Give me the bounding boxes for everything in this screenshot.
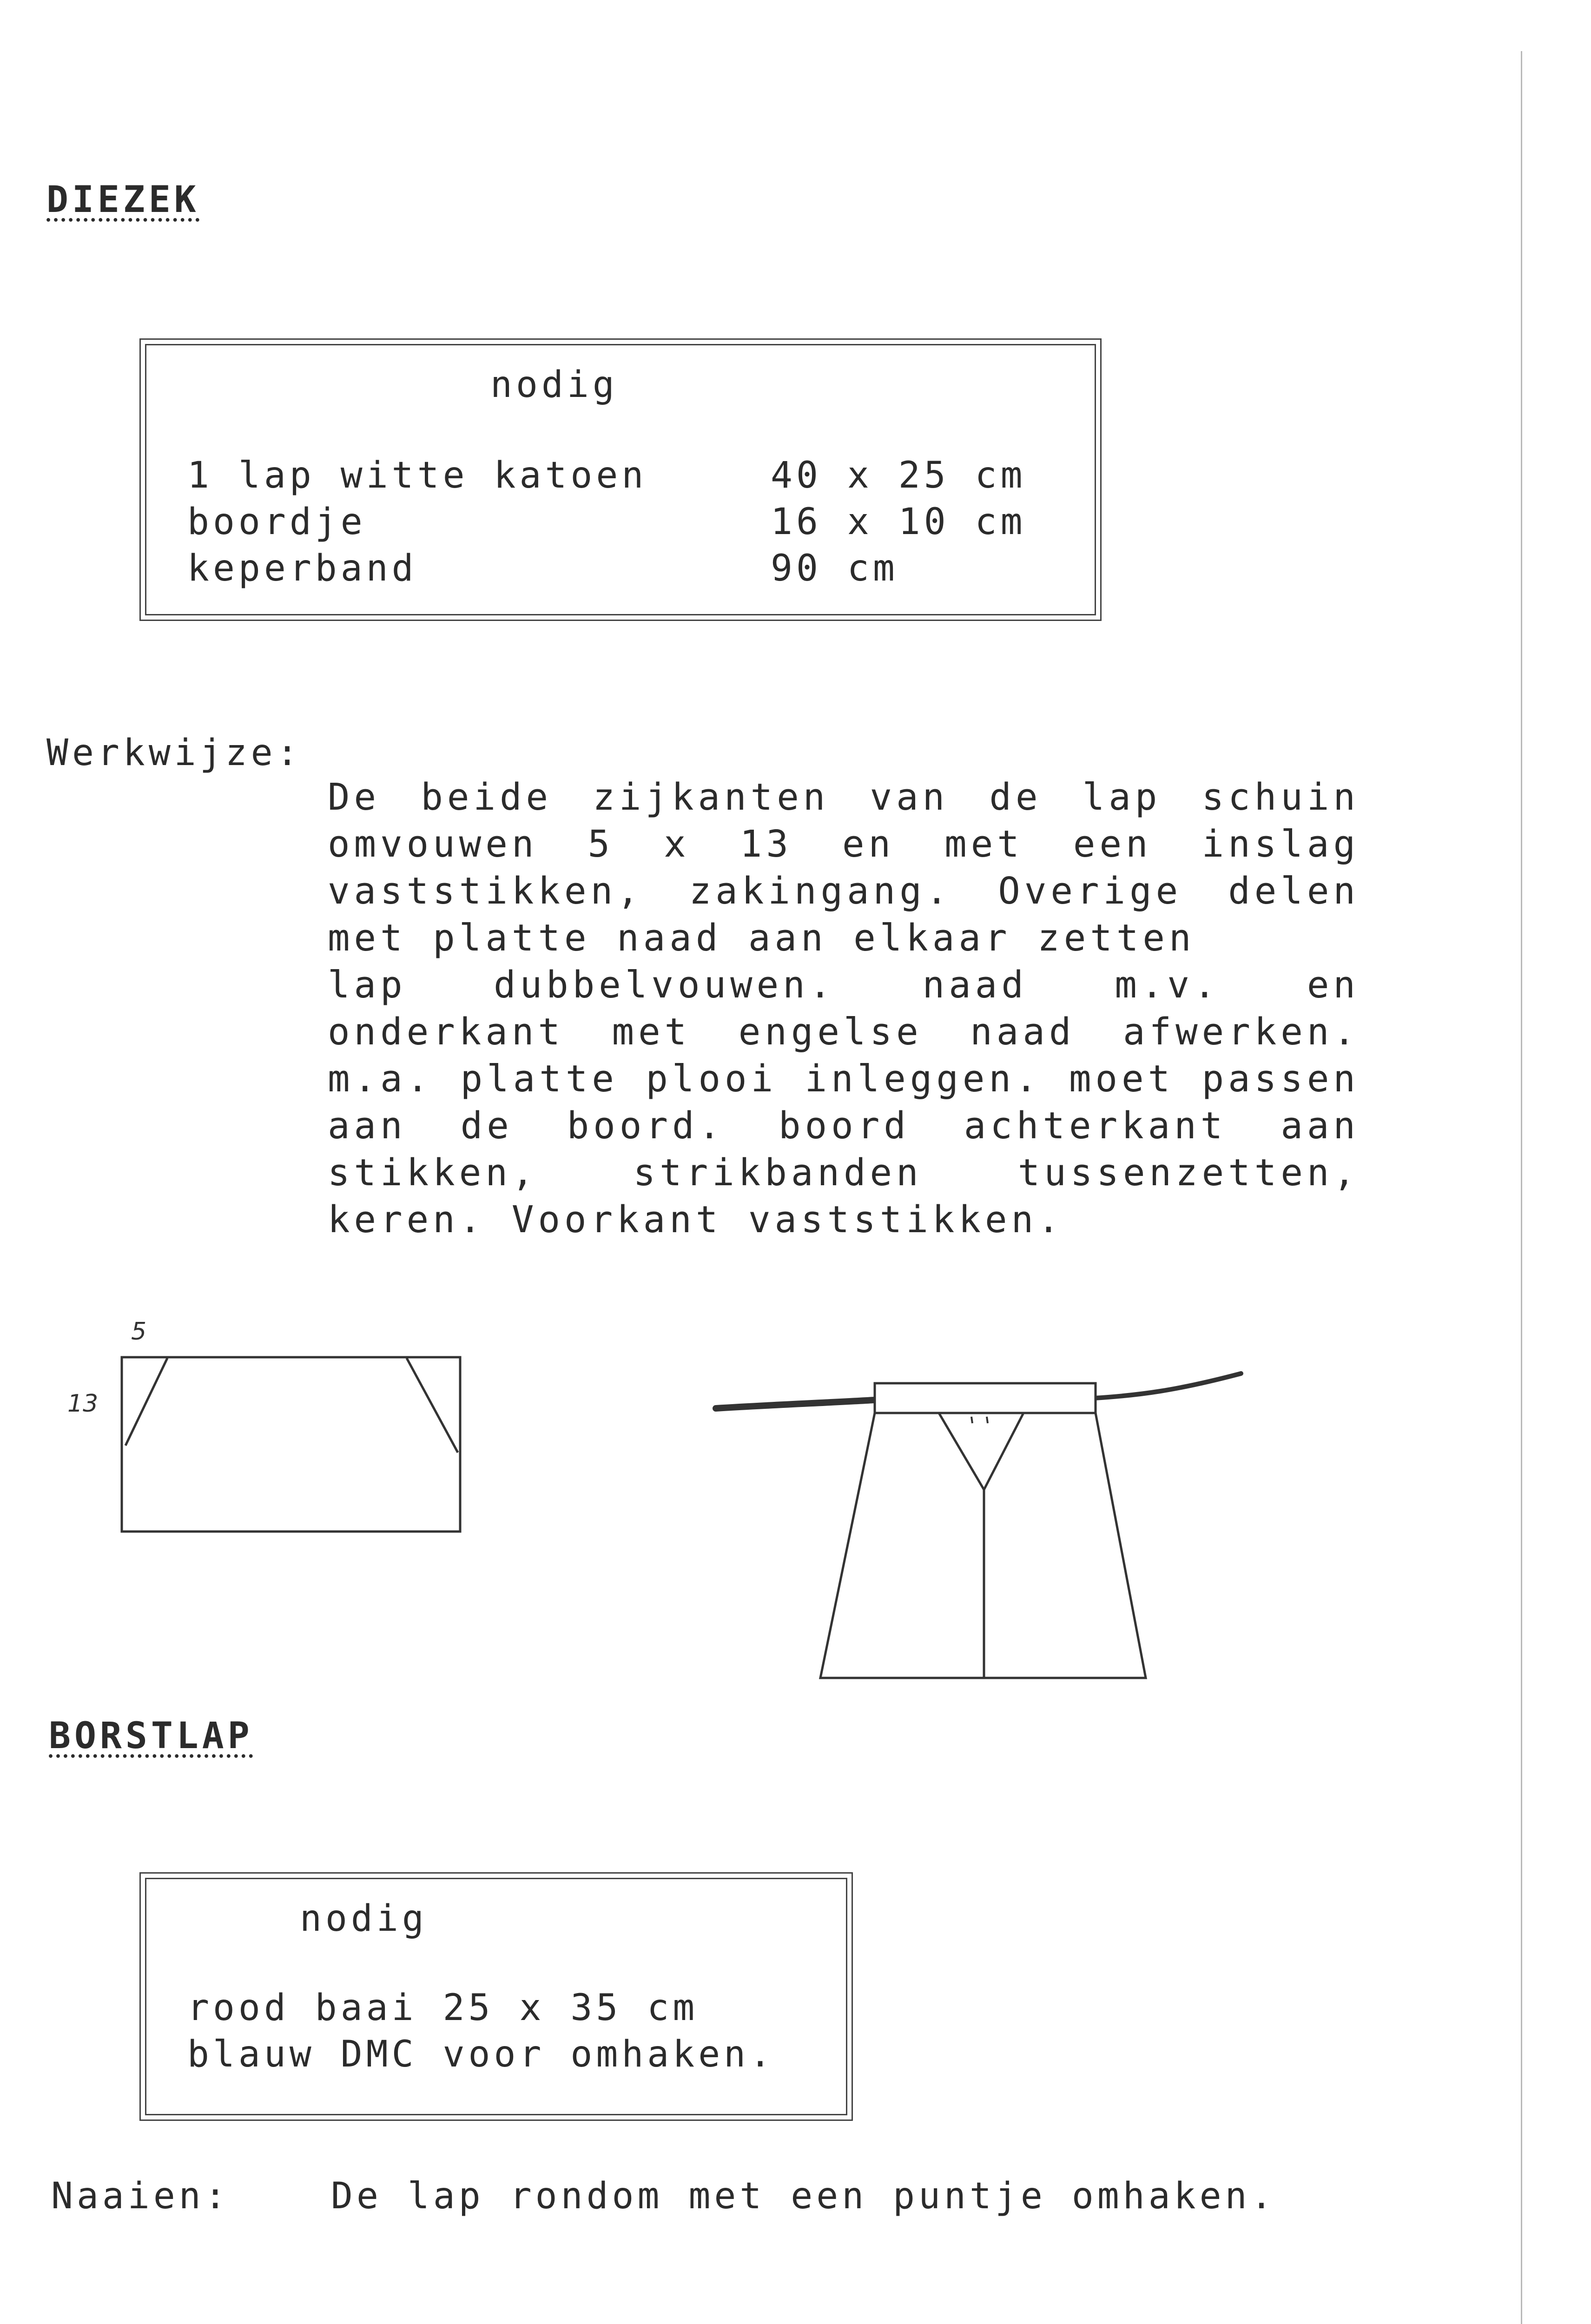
diezek-material-size: 40 x 25 cm bbox=[771, 455, 1026, 496]
diezek-material-size: 90 cm bbox=[771, 548, 898, 589]
method-paragraph: De beide zijkanten van de lap schuin omvouwen 5 x 13 en met een inslag vaststikken, zakingang. Overige delen met platte naad aan elkaar zetten bbox=[328, 776, 1360, 959]
diezek-material-item: boordje bbox=[187, 501, 366, 543]
borstlap-title: BORSTLAP bbox=[49, 1715, 253, 1757]
diezek-method-label: Werkwijze: bbox=[46, 732, 302, 774]
sketch-height-label: 13 bbox=[67, 1390, 99, 1418]
diezek-material-item: keperband bbox=[187, 548, 417, 589]
scan-edge-line bbox=[1521, 51, 1522, 2324]
borstlap-materials-heading: nodig bbox=[300, 1898, 428, 1940]
method-paragraph: lap dubbelvouwen. naad m.v. en onderkant met engelse naad afwerken. m.a. platte plooi inleggen. moet passen aan de boord. boord achterkant aan stikken, strikbanden tussenzetten, keren. Voorkant vaststikken. bbox=[328, 964, 1360, 1241]
flat-pattern-sketch bbox=[116, 1348, 469, 1538]
diezek-method-text bbox=[328, 774, 1360, 1243]
diezek-title: DIEZEK bbox=[46, 179, 200, 221]
finished-bag-sketch bbox=[706, 1362, 1255, 1687]
diezek-material-item: 1 lap witte katoen bbox=[187, 455, 647, 496]
borstlap-sewing-text: De lap rondom met een puntje omhaken. bbox=[331, 2175, 1276, 2217]
borstlap-material-item: rood baai 25 x 35 cm bbox=[187, 1987, 699, 2029]
sketch-width-label: 5 bbox=[131, 1318, 147, 1346]
borstlap-material-item: blauw DMC voor omhaken. bbox=[187, 2034, 775, 2075]
diezek-materials-heading: nodig bbox=[490, 364, 618, 406]
borstlap-materials-box bbox=[145, 1878, 847, 2115]
diezek-material-size: 16 x 10 cm bbox=[771, 501, 1026, 543]
borstlap-sewing-label: Naaien: bbox=[51, 2175, 230, 2217]
diezek-materials-box bbox=[145, 344, 1096, 615]
